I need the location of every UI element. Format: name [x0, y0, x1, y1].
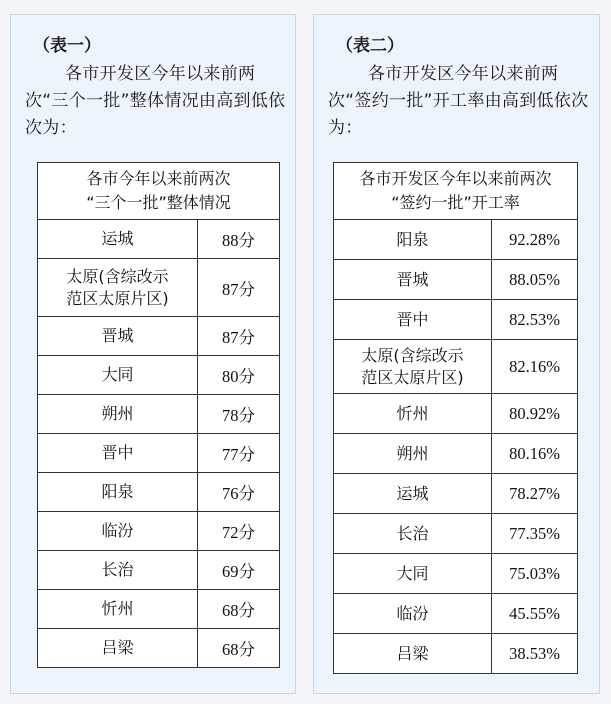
- rate-cell: 45.55%: [492, 594, 578, 634]
- table-one-panel: [10, 14, 296, 694]
- table-row: [334, 434, 578, 474]
- city-cell: 晋城: [38, 317, 198, 356]
- table-two-panel: [313, 14, 600, 694]
- table-one-heading: （表一）: [33, 36, 101, 56]
- city-cell: 阳泉: [334, 220, 492, 260]
- table-row: [38, 551, 280, 590]
- table-row: [334, 594, 578, 634]
- city-cell: 长治: [334, 514, 492, 554]
- rate-cell: 92.28%: [492, 220, 578, 260]
- table-one-header: 各市今年以来前两次 “三个一批”整体情况: [38, 163, 280, 220]
- table-two-header: 各市开发区今年以来前两次 “签约一批”开工率: [334, 163, 578, 220]
- rate-cell: 75.03%: [492, 554, 578, 594]
- rate-cell: 38.53%: [492, 634, 578, 674]
- table-one: [37, 162, 280, 668]
- score-cell: 87分: [198, 317, 280, 356]
- city-cell: 吕梁: [334, 634, 492, 674]
- city-cell: 运城: [334, 474, 492, 514]
- table-row: [334, 394, 578, 434]
- table-row: [38, 590, 280, 629]
- score-cell: 72分: [198, 512, 280, 551]
- table-two-intro: 各市开发区今年以来前两次“签约一批”开工率由高到低依次为：: [328, 64, 589, 138]
- city-cell: 晋中: [334, 300, 492, 340]
- score-cell: 87分: [198, 259, 280, 317]
- score-cell: 68分: [198, 590, 280, 629]
- rate-cell: 80.16%: [492, 434, 578, 474]
- score-cell: 68分: [198, 629, 280, 668]
- rate-cell: 77.35%: [492, 514, 578, 554]
- city-cell: 忻州: [38, 590, 198, 629]
- city-cell: 朔州: [334, 434, 492, 474]
- score-cell: 78分: [198, 395, 280, 434]
- table-row: [334, 634, 578, 674]
- city-cell: 朔州: [38, 395, 198, 434]
- score-cell: 77分: [198, 434, 280, 473]
- score-cell: 69分: [198, 551, 280, 590]
- city-cell: 长治: [38, 551, 198, 590]
- table-row: [334, 340, 578, 394]
- table-row: [38, 473, 280, 512]
- city-cell: 大同: [38, 356, 198, 395]
- city-cell: 忻州: [334, 394, 492, 434]
- table-row: [38, 220, 280, 259]
- rate-cell: 78.27%: [492, 474, 578, 514]
- city-cell: 运城: [38, 220, 198, 259]
- city-cell: 临汾: [334, 594, 492, 634]
- rate-cell: 80.92%: [492, 394, 578, 434]
- rate-cell: 88.05%: [492, 260, 578, 300]
- city-cell: 太原(含综改示 范区太原片区): [38, 259, 198, 317]
- city-cell: 吕梁: [38, 629, 198, 668]
- city-cell: 太原(含综改示 范区太原片区): [334, 340, 492, 394]
- table-one-header-row: [38, 163, 280, 220]
- city-cell: 晋城: [334, 260, 492, 300]
- score-cell: 80分: [198, 356, 280, 395]
- table-row: [334, 260, 578, 300]
- city-cell: 晋中: [38, 434, 198, 473]
- score-cell: 88分: [198, 220, 280, 259]
- table-row: [334, 474, 578, 514]
- table-two: [333, 162, 578, 674]
- table-row: [38, 317, 280, 356]
- city-cell: 大同: [334, 554, 492, 594]
- table-two-header-row: [334, 163, 578, 220]
- table-row: [38, 434, 280, 473]
- table-row: [38, 629, 280, 668]
- table-one-intro: 各市开发区今年以来前两次“三个一批”整体情况由高到低依次为：: [25, 64, 286, 138]
- table-two-heading: （表二）: [336, 36, 404, 56]
- table-row: [38, 512, 280, 551]
- rate-cell: 82.53%: [492, 300, 578, 340]
- score-cell: 76分: [198, 473, 280, 512]
- table-row: [38, 259, 280, 317]
- city-cell: 临汾: [38, 512, 198, 551]
- table-row: [38, 356, 280, 395]
- table-row: [334, 554, 578, 594]
- table-row: [38, 395, 280, 434]
- table-row: [334, 300, 578, 340]
- table-row: [334, 514, 578, 554]
- table-row: [334, 220, 578, 260]
- rate-cell: 82.16%: [492, 340, 578, 394]
- city-cell: 阳泉: [38, 473, 198, 512]
